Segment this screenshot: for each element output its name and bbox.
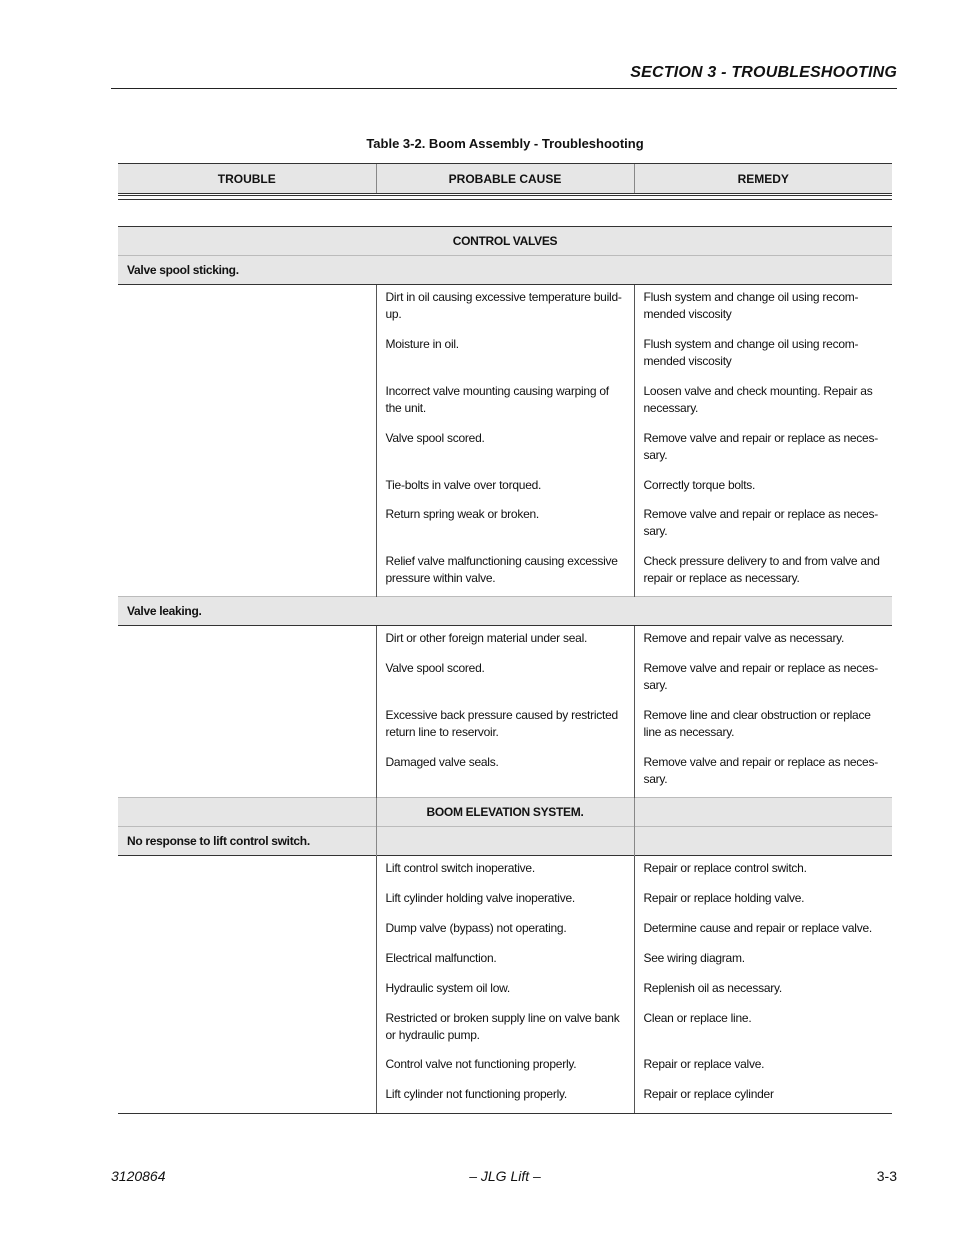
trouble-label: No response to lift control switch. <box>118 827 376 856</box>
remedy-text: Correctly torque bolts. <box>643 478 756 492</box>
remedy-text: Clean or replace line. <box>643 1011 752 1025</box>
remedy-text: Repair or replace control switch. <box>643 861 807 875</box>
cause-text: Dirt in oil causing excessive temperature build-up. <box>385 290 622 321</box>
remedy-text: Remove valve and repair or replace as neces-sary. <box>643 507 878 538</box>
remedy-text: Check pressure delivery to and from valve and repair or replace as necessary. <box>643 554 880 585</box>
group-title: CONTROL VALVES <box>118 227 892 256</box>
trouble-label: Valve leaking. <box>118 597 892 626</box>
entries-row <box>118 626 892 798</box>
header-rule <box>111 88 897 89</box>
remedy-text: Remove valve and repair or replace as neces-sary. <box>643 661 878 692</box>
remedy-text: Repair or replace holding valve. <box>643 891 805 905</box>
trouble-row <box>118 256 892 285</box>
footer-brand: – JLG Lift – <box>469 1168 541 1184</box>
remedy-text: See wiring diagram. <box>643 951 745 965</box>
trouble-row <box>118 827 892 856</box>
cause-text: Tie-bolts in valve over torqued. <box>385 478 542 492</box>
column-header-trouble: TROUBLE <box>118 164 376 194</box>
trouble-spacer <box>118 285 376 597</box>
column-header-remedy: REMEDY <box>634 164 892 194</box>
trouble-row <box>118 597 892 626</box>
remedy-cell <box>634 626 892 798</box>
table-caption: Table 3-2. Boom Assembly - Troubleshooting <box>366 136 644 151</box>
remedy-cell <box>634 856 892 1114</box>
cause-text: Lift control switch inoperative. <box>385 861 535 875</box>
cause-text: Relief valve malfunctioning causing excessive pressure within valve. <box>385 554 618 585</box>
group-row-boom-elevation <box>118 798 892 827</box>
column-header-probable-cause: PROBABLE CAUSE <box>376 164 634 194</box>
bar-spacer <box>376 827 634 856</box>
entries-row <box>118 856 892 1114</box>
remedy-text: Repair or replace valve. <box>643 1057 765 1071</box>
bar-spacer <box>634 827 892 856</box>
bar-spacer <box>118 798 376 827</box>
cause-text: Hydraulic system oil low. <box>385 981 510 995</box>
cause-cell <box>376 626 634 798</box>
cause-text: Valve spool scored. <box>385 661 485 675</box>
remedy-text: Remove and repair valve as necessary. <box>643 631 845 645</box>
remedy-text: Flush system and change oil using recom-mended viscosity <box>643 337 859 368</box>
remedy-text: Repair or replace cylinder <box>643 1087 774 1101</box>
remedy-text: Remove valve and repair or replace as neces-sary. <box>643 431 878 462</box>
remedy-text: Loosen valve and check mounting. Repair as necessary. <box>643 384 873 415</box>
cause-cell <box>376 856 634 1114</box>
trouble-label: Valve spool sticking. <box>118 256 892 285</box>
page-number: 3-3 <box>876 1168 897 1184</box>
cause-text: Dirt or other foreign material under seal. <box>385 631 588 645</box>
header-double-rule <box>118 195 892 200</box>
cause-text: Restricted or broken supply line on valve bank or hydraulic pump. <box>385 1011 620 1042</box>
remedy-text: Replenish oil as necessary. <box>643 981 782 995</box>
table-header <box>118 163 892 194</box>
cause-text: Incorrect valve mounting causing warping of the unit. <box>385 384 609 415</box>
cause-text: Lift cylinder holding valve inoperative. <box>385 891 575 905</box>
trouble-spacer <box>118 626 376 798</box>
document-number: 3120864 <box>111 1168 166 1184</box>
cause-text: Valve spool scored. <box>385 431 485 445</box>
trouble-spacer <box>118 856 376 1114</box>
cause-text: Dump valve (bypass) not operating. <box>385 921 567 935</box>
remedy-text: Flush system and change oil using recom-mended viscosity <box>643 290 859 321</box>
remedy-text: Remove line and clear obstruction or replace line as necessary. <box>643 708 871 739</box>
cause-text: Moisture in oil. <box>385 337 459 351</box>
remedy-text: Determine cause and repair or replace valve. <box>643 921 872 935</box>
cause-text: Excessive back pressure caused by restricted return line to reservoir. <box>385 708 618 739</box>
entries-row <box>118 285 892 597</box>
remedy-cell <box>634 285 892 597</box>
bar-spacer <box>634 798 892 827</box>
cause-text: Electrical malfunction. <box>385 951 497 965</box>
group-row-control-valves <box>118 227 892 256</box>
section-title: SECTION 3 - TROUBLESHOOTING <box>630 64 897 81</box>
group-title: BOOM ELEVATION SYSTEM. <box>376 798 634 827</box>
cause-cell <box>376 285 634 597</box>
cause-text: Return spring weak or broken. <box>385 507 539 521</box>
cause-text: Lift cylinder not functioning properly. <box>385 1087 567 1101</box>
cause-text: Damaged valve seals. <box>385 755 499 769</box>
troubleshooting-table <box>118 226 892 1114</box>
remedy-text: Remove valve and repair or replace as neces-sary. <box>643 755 878 786</box>
cause-text: Control valve not functioning properly. <box>385 1057 577 1071</box>
